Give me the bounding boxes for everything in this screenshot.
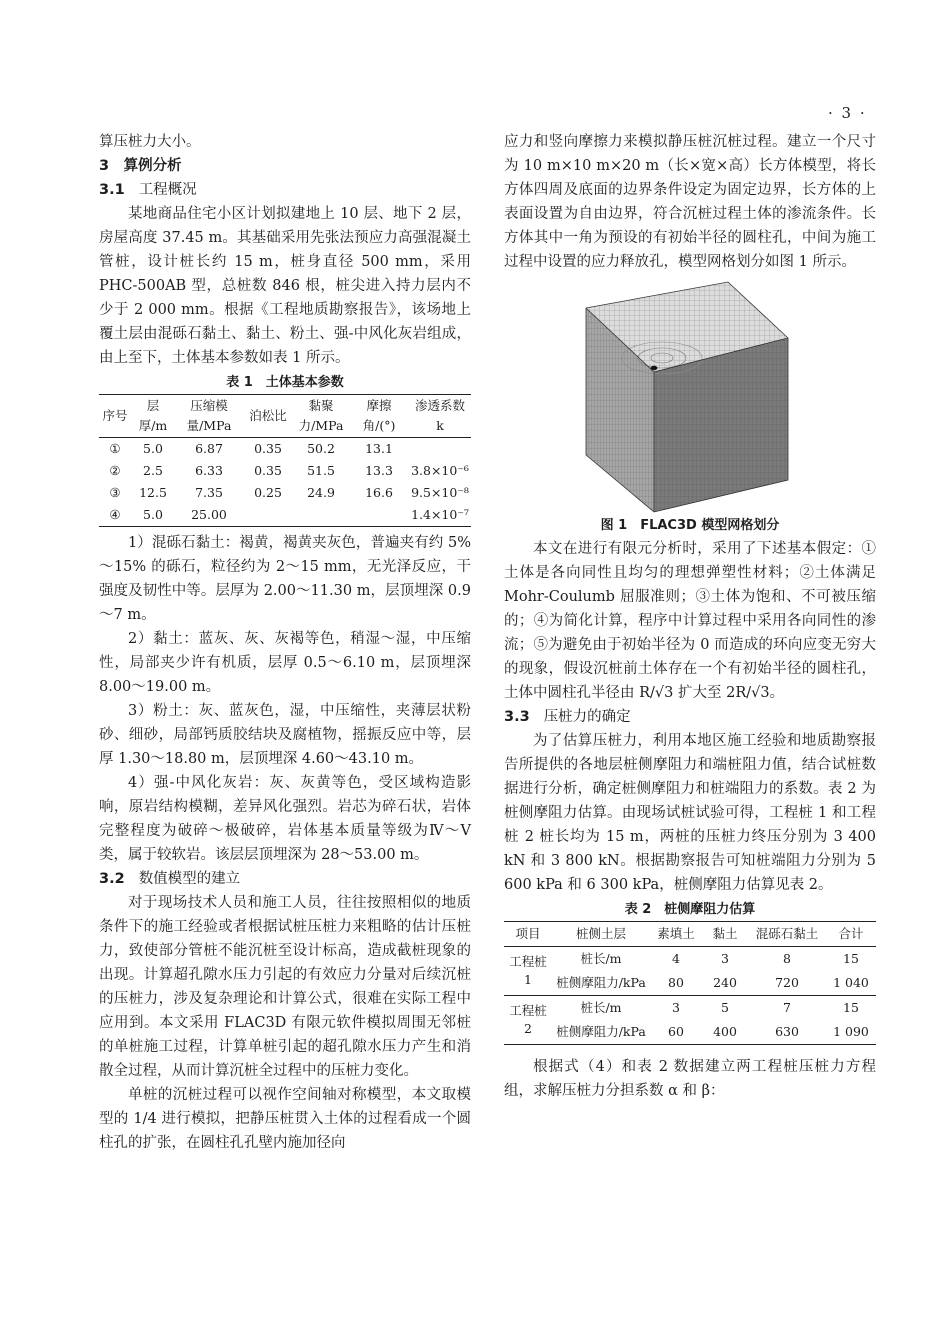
table-header-cell: 桩侧土层 — [552, 922, 650, 947]
subsection-title: 压桩力的确定 — [543, 709, 631, 725]
paragraph: 2）黏土：蓝灰、灰、灰褐等色，稍湿～湿，中压缩性，局部夹少许有机质，层厚 0.5～6.10 m，层顶埋深 8.00～19.00 m。 — [99, 631, 471, 695]
table-cell: 13.3 — [365, 463, 393, 478]
soil-parameters-table — [99, 394, 471, 527]
table-cell: 桩侧摩阻力/kPa — [556, 1024, 646, 1039]
table-row — [99, 460, 471, 482]
table-cell: 12.5 — [139, 485, 167, 500]
table-cell: 15 — [843, 951, 859, 966]
table-row — [504, 971, 876, 996]
section-heading: 3 算例分析 — [99, 158, 182, 174]
table-cell — [409, 438, 471, 461]
table-cell: 桩侧摩阻力/kPa — [556, 975, 646, 990]
paragraph: 3）粉土：灰、蓝灰色，湿，中压缩性，夹薄层状粉砂、细砂，局部钙质胶结块及腐植物，摇振反应中等，层厚 1.30～18.80 m，层顶埋深 4.60～43.10 m。 — [99, 703, 471, 767]
table-cell: 1 040 — [833, 975, 869, 990]
table-cell: 60 — [668, 1024, 684, 1039]
table-header-cell: 层厚/m — [131, 395, 175, 438]
table-cell: ② — [109, 463, 121, 478]
table-cell: 0.35 — [254, 463, 282, 478]
subsection-heading — [504, 705, 876, 729]
table-cell: 6.87 — [195, 441, 223, 456]
paragraph: 单桩的沉桩过程可以视作空间轴对称模型，本文取模型的 1/4 进行模拟，把静压桩贯入土体的过程看成一个圆柱孔的扩张，在圆柱孔孔壁内施加径向 — [99, 1087, 471, 1151]
subsection-title: 工程概况 — [138, 182, 197, 198]
table-cell: 51.5 — [307, 463, 335, 478]
table-header-cell: 合计 — [826, 922, 876, 947]
table-header-row — [99, 395, 471, 438]
paragraph: 某地商品住宅小区计划拟建地上 10 层、地下 2 层，房屋高度 37.45 m。其基础采用先张法预应力高强混凝土管桩，设计桩长约 15 m，桩身直径 500 mm，采用 PHC-500AB 型，总桩数 846 根，桩尖进入持力层内不少于 2 000 mm。根据《工程地质勘察报告》，该场地上覆土层由混砾石黏土、黏土、粉土、强-中风化灰岩组成，由上至下，土体基本参数如表 1 所示。 — [99, 206, 471, 366]
table-caption: 表 1 土体基本参数 — [226, 375, 344, 390]
table-cell: 24.9 — [307, 485, 335, 500]
table-cell: 7 — [748, 996, 826, 1021]
table-header-row — [504, 922, 876, 947]
table-row — [99, 504, 471, 527]
table-cell: 13.1 — [365, 441, 393, 456]
table-cell: 1.4×10⁻⁷ — [411, 507, 469, 522]
table-header-cell: 黏土 — [702, 922, 748, 947]
table-row — [99, 482, 471, 504]
table-cell: 2.5 — [143, 463, 163, 478]
paragraph: 1）混砾石黏土：褐黄，褐黄夹灰色，普遍夹有约 5%～15% 的砾石，粒径约为 2～15 mm，无光泽反应，干强度及韧性中等。层厚为 2.00～11.30 m，层顶埋深 0.9～7 m。 — [99, 535, 471, 623]
table-header-cell: 序号 — [99, 395, 131, 438]
table-cell: ④ — [109, 507, 121, 522]
table-header-cell: 压缩模量/MPa — [175, 395, 243, 438]
table-cell: 桩长/m — [580, 951, 622, 966]
table-header-cell: 泊松比 — [243, 395, 293, 438]
table-header-cell: 项目 — [504, 922, 552, 947]
table-cell: 15 — [826, 996, 876, 1021]
mesh-model-image — [504, 280, 876, 515]
table-cell: 4 — [672, 951, 680, 966]
paragraph: 应力和竖向摩擦力来模拟静压桩沉桩过程。建立一个尺寸为 10 m×10 m×20 m（长×宽×高）长方体模型，将长方体四周及底面的边界条件设定为固定边界，长方体的上表面设置为自由边界，符合沉桩过程土体的渗流条件。长方体其中一角为预设的有初始半径的圆柱孔，中间为施工过程中设置的应力释放孔，模型网格划分如图 1 所示。 — [504, 134, 876, 270]
table-cell: 0.35 — [254, 441, 282, 456]
table-cell: 400 — [713, 1024, 737, 1039]
table-row — [504, 996, 876, 1021]
table-cell: 25.00 — [191, 507, 227, 522]
table-cell: ① — [109, 441, 121, 456]
table-cell: 0.25 — [254, 485, 282, 500]
table-group-label: 工程桩 2 — [504, 996, 552, 1045]
table-cell: 桩长/m — [552, 996, 650, 1021]
page-number: · 3 · — [828, 104, 867, 122]
table-cell: 630 — [775, 1024, 799, 1039]
table-cell: 9.5×10⁻⁸ — [411, 485, 469, 500]
paragraph: 根据式（4）和表 2 数据建立两工程桩压桩力方程组，求解压桩力分担系数 α 和 β： — [504, 1059, 876, 1099]
table-cell: 8 — [783, 951, 791, 966]
table-cell: 16.6 — [365, 485, 393, 500]
table-header-cell: 素填土 — [650, 922, 702, 947]
table-cell: 50.2 — [307, 441, 335, 456]
paragraph: 对于现场技术人员和施工人员，往往按照相似的地质条件下的施工经验或者根据试桩压桩力来粗略的估计压桩力，致使部分管桩不能沉桩至设计标高，造成截桩现象的出现。计算超孔隙水压力引起的有效应力分量对后续沉桩的压桩力，涉及复杂理论和计算公式，很难在实际工程中应用到。本文采用 FLAC3D 有限元软件模拟周围无邻桩的单桩施工过程，计算单桩引起的超孔隙水压力产生和消散全过程，从而计算沉桩全过程中的压桩力变化。 — [99, 895, 471, 1079]
table-cell: 3.8×10⁻⁶ — [411, 463, 469, 478]
subsection-title: 数值模型的建立 — [138, 871, 241, 887]
subsection-heading — [99, 867, 471, 891]
subsection-number: 3.2 — [99, 871, 125, 887]
paragraph: 为了估算压桩力，利用本地区施工经验和地质勘察报告所提供的各地层桩侧摩阻力和端桩阻力值，结合试桩数据进行分析，确定桩侧摩阻力和桩端阻力的系数。表 2 为桩侧摩阻力估算。由现场试桩试验可得，工程桩 1 和工程桩 2 桩长均为 15 m，两桩的压桩力终压分别为 3 400 kN 和 3 800 kN。根据勘察报告可知桩端阻力分别为 5 600 kPa 和 6 300 kPa，桩侧摩阻力估算见表 2。 — [504, 733, 876, 893]
right-column — [504, 130, 876, 1103]
table-group-label: 工程桩 1 — [509, 954, 547, 987]
table-cell — [293, 504, 349, 527]
table-header-cell: 黏聚力/MPa — [293, 395, 349, 438]
table-caption: 表 2 桩侧摩阻力估算 — [624, 902, 756, 917]
paragraph: 算压桩力大小。 — [99, 134, 201, 150]
table-cell: 80 — [668, 975, 684, 990]
paragraph: 4）强-中风化灰岩：灰、灰黄等色，受区域构造影响，原岩结构模糊，差异风化强烈。岩芯为碎石状，岩体完整程度为破碎～极破碎，岩体基本质量等级为Ⅳ～Ⅴ类，属于较软岩。该层层顶埋深为 28～53.00 m。 — [99, 775, 471, 863]
table-cell: 1 090 — [833, 1024, 869, 1039]
table-cell: 7.35 — [195, 485, 223, 500]
subsection-heading — [99, 178, 471, 202]
subsection-number: 3.1 — [99, 182, 125, 198]
paragraph: 本文在进行有限元分析时，采用了下述基本假定：①土体是各向同性且均匀的理想弹塑性材料；②土体满足 Mohr-Coulumb 屈服准则；③土体为饱和、不可被压缩的；④为简化计算，程序中计算过程中采用各向同性的渗流；⑤为避免由于初始半径为 0 而造成的环向应变无穷大的现象，假设沉桩前土体存在一个有初始半径的圆柱孔，土体中圆柱孔半径由 R/√3 扩大至 2R/√3。 — [504, 541, 876, 701]
table-cell: 5.0 — [143, 441, 163, 456]
table-cell — [349, 504, 409, 527]
table-row — [504, 947, 876, 972]
table-header-cell: 摩擦角/(°) — [349, 395, 409, 438]
table-cell: 3 — [650, 996, 702, 1021]
table-row — [504, 1020, 876, 1045]
table-cell: 240 — [713, 975, 737, 990]
table-cell: 720 — [775, 975, 799, 990]
figure-flac3d-mesh — [504, 280, 876, 515]
table-cell — [243, 504, 293, 527]
pile-friction-table — [504, 921, 876, 1045]
table-cell: 5.0 — [143, 507, 163, 522]
table-row — [99, 438, 471, 461]
table-cell: ③ — [109, 485, 121, 500]
left-column — [99, 130, 471, 1155]
table-cell: 6.33 — [195, 463, 223, 478]
table-cell: 5 — [702, 996, 748, 1021]
table-cell: 3 — [721, 951, 729, 966]
subsection-number: 3.3 — [504, 709, 530, 725]
table-header-cell: 渗透系数 k — [409, 395, 471, 438]
figure-caption: 图 1 FLAC3D 模型网格划分 — [600, 518, 780, 533]
table-header-cell: 混砾石黏土 — [748, 922, 826, 947]
